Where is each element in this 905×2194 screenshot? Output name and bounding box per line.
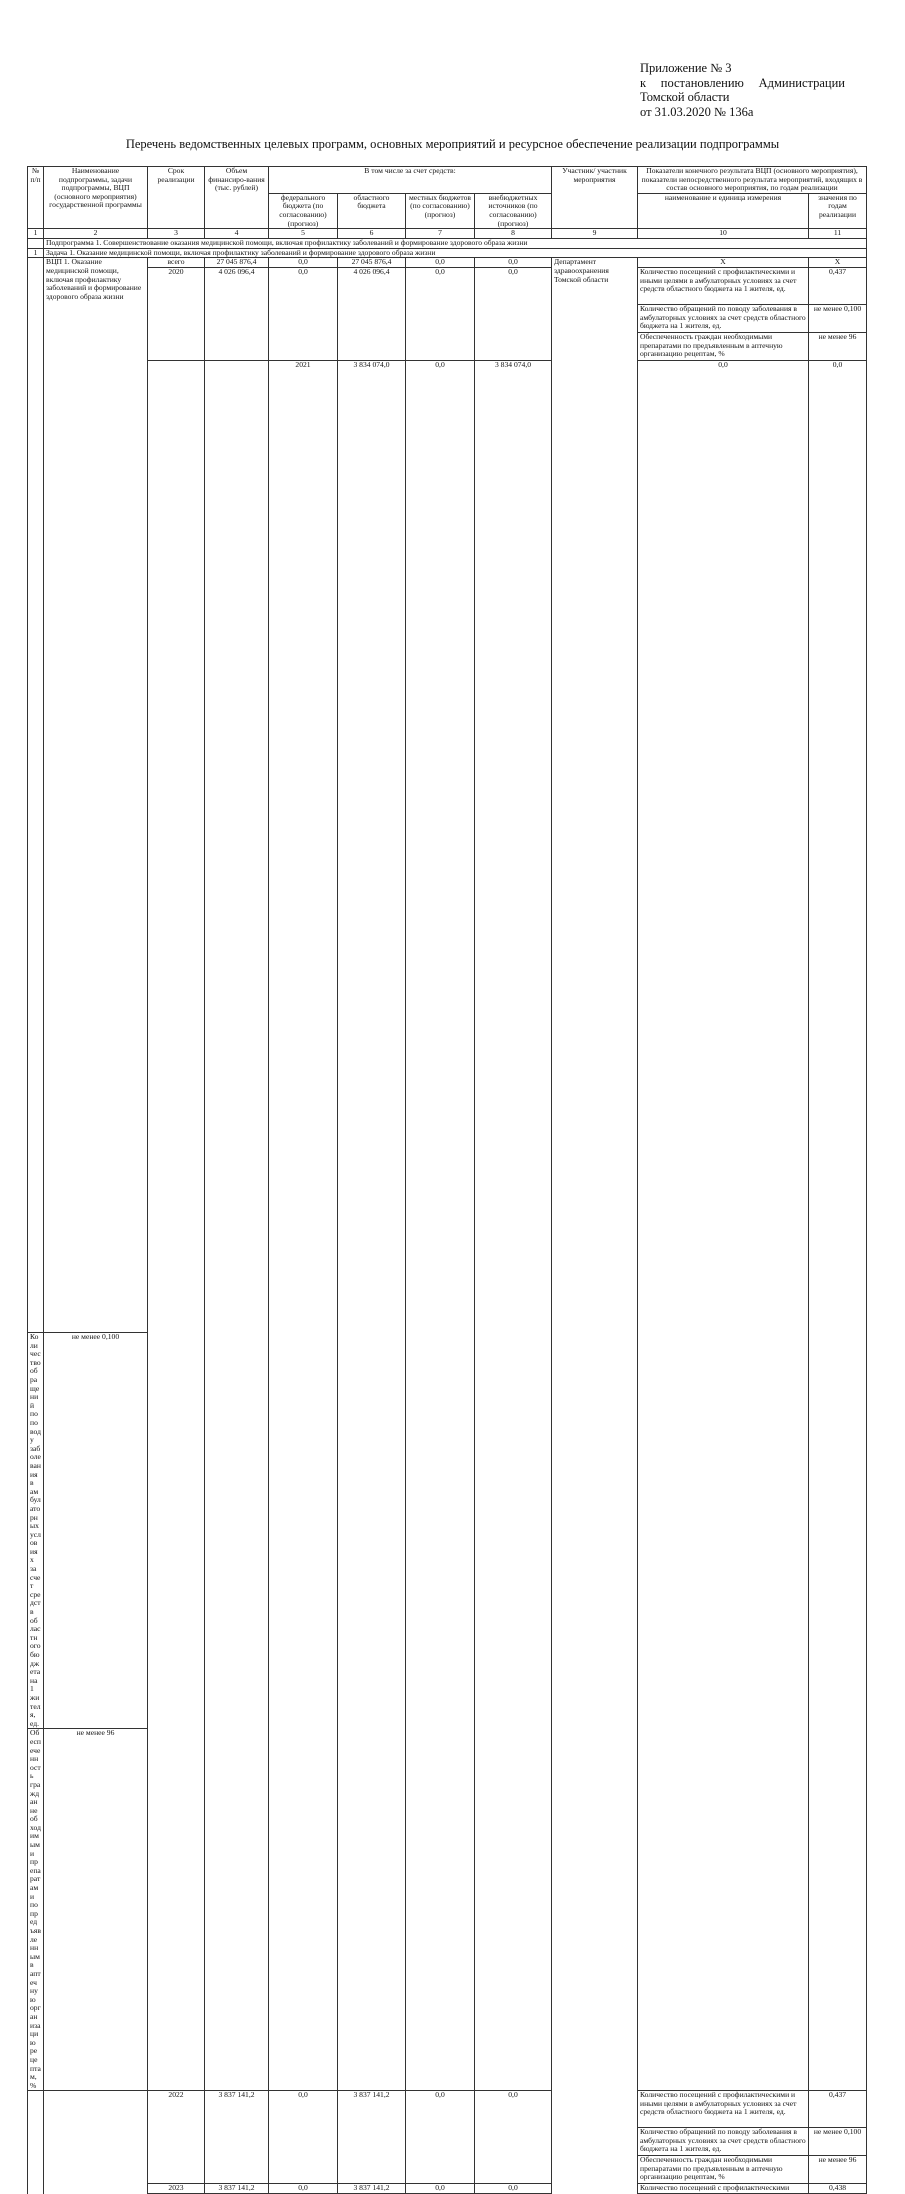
volume-cell: 3 837 141,2: [205, 2184, 269, 2194]
col-index: 8: [475, 229, 552, 239]
header-volume: Объем финансиро-вания (тыс. рублей): [205, 167, 269, 229]
appendix-line-2-c: Администрации: [758, 75, 845, 90]
volume-cell: 4 026 096,4: [205, 267, 269, 360]
header-indicator-value: значения по годам реализации: [809, 193, 867, 228]
regional-cell: 4 026 096,4: [338, 267, 406, 360]
header-federal: федерального бюджета (по согласованию) (прогноз): [269, 193, 338, 228]
appendix-line-3: Томской области: [640, 90, 730, 104]
appendix-line-4: от 31.03.2020 № 136а: [640, 104, 754, 119]
indicator-value-cell: не менее 96: [809, 332, 867, 360]
appendix-line-2-b: постановлению: [660, 75, 744, 90]
indicator-value-cell: не менее 96: [809, 2156, 867, 2184]
vcp-num-cell-cont: [28, 2091, 44, 2184]
regional-cell: 27 045 876,4: [338, 258, 406, 268]
indicator-name-cell: Количество посещений с профилактическими и иными целями в амбулаторных условиях за счет средств областного бюджета на 1 жителя, ед.: [638, 2091, 809, 2128]
local-cell: 0,0: [406, 267, 475, 360]
header-extra: внебюджетных источников (по согласованию) (прогноз): [475, 193, 552, 228]
participant-cont: [552, 2091, 638, 2184]
indicator-name-cell: Обеспеченность граждан необходимыми препаратами по предъявленным в аптечную организацию рецептам, %: [638, 2156, 809, 2184]
vcp-name-cont: [44, 2091, 148, 2184]
indicator-value-cell: не менее 96: [44, 1729, 148, 2091]
vcp-num-cell-cont: [148, 360, 205, 2090]
indicator-name-cell: Обеспеченность граждан необходимыми препаратами по предъявленным в аптечную организацию рецептам, %: [28, 1729, 44, 2091]
col-index: 5: [269, 229, 338, 239]
indicator-name-cell: Количество обращений по поводу заболевания в амбулаторных условиях за счет средств областного бюджета на 1 жителя, ед.: [638, 2128, 809, 2156]
task-row: Задача 1. Оказание медицинской помощи, включая профилактику заболеваний и формирование здорового образа жизни: [44, 248, 867, 258]
header-indicator-name: наименование и единица измерения: [638, 193, 809, 228]
indicator-value-cell: 0,437: [809, 2091, 867, 2128]
extra-cell: 0,0: [475, 2184, 552, 2194]
col-index: 6: [338, 229, 406, 239]
col-index: 9: [552, 229, 638, 239]
col-index: 1: [28, 229, 44, 239]
federal-cell: 0,0: [269, 258, 338, 268]
term-cell: 2021: [269, 360, 338, 2090]
appendix-line-2-a: к: [640, 75, 647, 90]
header-indicator: Показатели конечного результата ВЦП (основного мероприятия), показатели непосредственного результата мероприятий, входящих в состав основного мероприятия, по годам реализации: [638, 167, 867, 194]
local-cell: 0,0: [406, 258, 475, 268]
regional-cell: 3 834 074,0: [475, 360, 552, 2090]
col-index: 4: [205, 229, 269, 239]
page-title: Перечень ведомственных целевых программ, основных мероприятий и ресурсное обеспечение реализации подпрограммы: [125, 137, 780, 151]
indicator-name-cell: Количество обращений по поводу заболевания в амбулаторных условиях за счет средств областного бюджета на 1 жителя, ед.: [28, 1333, 44, 1729]
regional-cell: 3 837 141,2: [338, 2091, 406, 2184]
federal-cell: 0,0: [406, 360, 475, 2090]
volume-cell: 27 045 876,4: [205, 258, 269, 268]
subprogram-num-cell: [28, 239, 44, 249]
participant-cell: Департамент здравоохранения Томской области: [552, 258, 638, 1333]
indicator-value-cell: 0,438: [809, 2184, 867, 2194]
vcp-name-cont: [44, 2184, 148, 2194]
local-cell: 0,0: [406, 2184, 475, 2194]
indicator-value-cell: Х: [809, 258, 867, 268]
extra-cell: 0,0: [475, 2091, 552, 2184]
col-index: 2: [44, 229, 148, 239]
volume-cell: 3 837 141,2: [205, 2091, 269, 2184]
vcp-name-cont: [205, 360, 269, 2090]
header-term: Срок реализации: [148, 167, 205, 229]
indicator-name-cell: Обеспеченность граждан необходимыми препаратами по предъявленным в аптечную организацию рецептам, %: [638, 332, 809, 360]
federal-cell: 0,0: [269, 2091, 338, 2184]
vcp-num-cell-cont: [28, 2184, 44, 2194]
header-regional: областного бюджета: [338, 193, 406, 228]
col-index: 10: [638, 229, 809, 239]
col-index: 3: [148, 229, 205, 239]
participant-cont: [552, 2184, 638, 2194]
indicator-value-cell: 0,437: [809, 267, 867, 304]
subprogram-row: Подпрограмма 1. Совершенствование оказания медицинской помощи, включая профилактику заболеваний и формирование здорового образа жизни: [44, 239, 867, 249]
indicator-value-cell: не менее 0,100: [44, 1333, 148, 1729]
appendix-line-2: [640, 76, 845, 91]
term-cell: 2023: [148, 2184, 205, 2194]
appendix-block: [640, 61, 860, 119]
federal-cell: 0,0: [269, 267, 338, 360]
extra-cell: 0,0: [475, 258, 552, 268]
indicator-value-cell: не менее 0,100: [809, 2128, 867, 2156]
vcp-name: ВЦП 1. Оказание медицинской помощи, включая профилактику заболеваний и формирование здорового образа жизни: [44, 258, 148, 1333]
appendix-line-1: Приложение № 3: [640, 61, 732, 75]
col-index: 11: [809, 229, 867, 239]
local-cell: 0,0: [638, 360, 809, 2090]
local-cell: 0,0: [406, 2091, 475, 2184]
programs-table: [27, 166, 867, 2194]
col-index: 7: [406, 229, 475, 239]
term-cell: всего: [148, 258, 205, 268]
indicator-name-cell: Количество обращений по поводу заболевания в амбулаторных условиях за счет средств областного бюджета на 1 жителя, ед.: [638, 304, 809, 332]
indicator-name-cell: Х: [638, 258, 809, 268]
term-cell: 2022: [148, 2091, 205, 2184]
task-num: 1: [28, 248, 44, 258]
indicator-name-cell: Количество посещений с профилактическими и иными целями в амбулаторных условиях за счет средств областного бюджета на 1 жителя, ед.: [638, 267, 809, 304]
header-num: № п/п: [28, 167, 44, 229]
volume-cell: 3 834 074,0: [338, 360, 406, 2090]
indicator-name-cell: Количество посещений с профилактическими: [638, 2184, 809, 2194]
regional-cell: 3 837 141,2: [338, 2184, 406, 2194]
header-participant: Участник/ участник мероприятия: [552, 167, 638, 229]
header-including: В том числе за счет средств:: [269, 167, 552, 194]
indicator-value-cell: не менее 0,100: [809, 304, 867, 332]
header-name: Наименование подпрограммы, задачи подпрограммы, ВЦП (основного мероприятия) государственной программы: [44, 167, 148, 229]
extra-cell: 0,0: [809, 360, 867, 2090]
extra-cell: 0,0: [475, 267, 552, 360]
term-cell: 2020: [148, 267, 205, 360]
header-local: местных бюджетов (по согласованию) (прогноз): [406, 193, 475, 228]
federal-cell: 0,0: [269, 2184, 338, 2194]
vcp-num-cell: [28, 258, 44, 1333]
